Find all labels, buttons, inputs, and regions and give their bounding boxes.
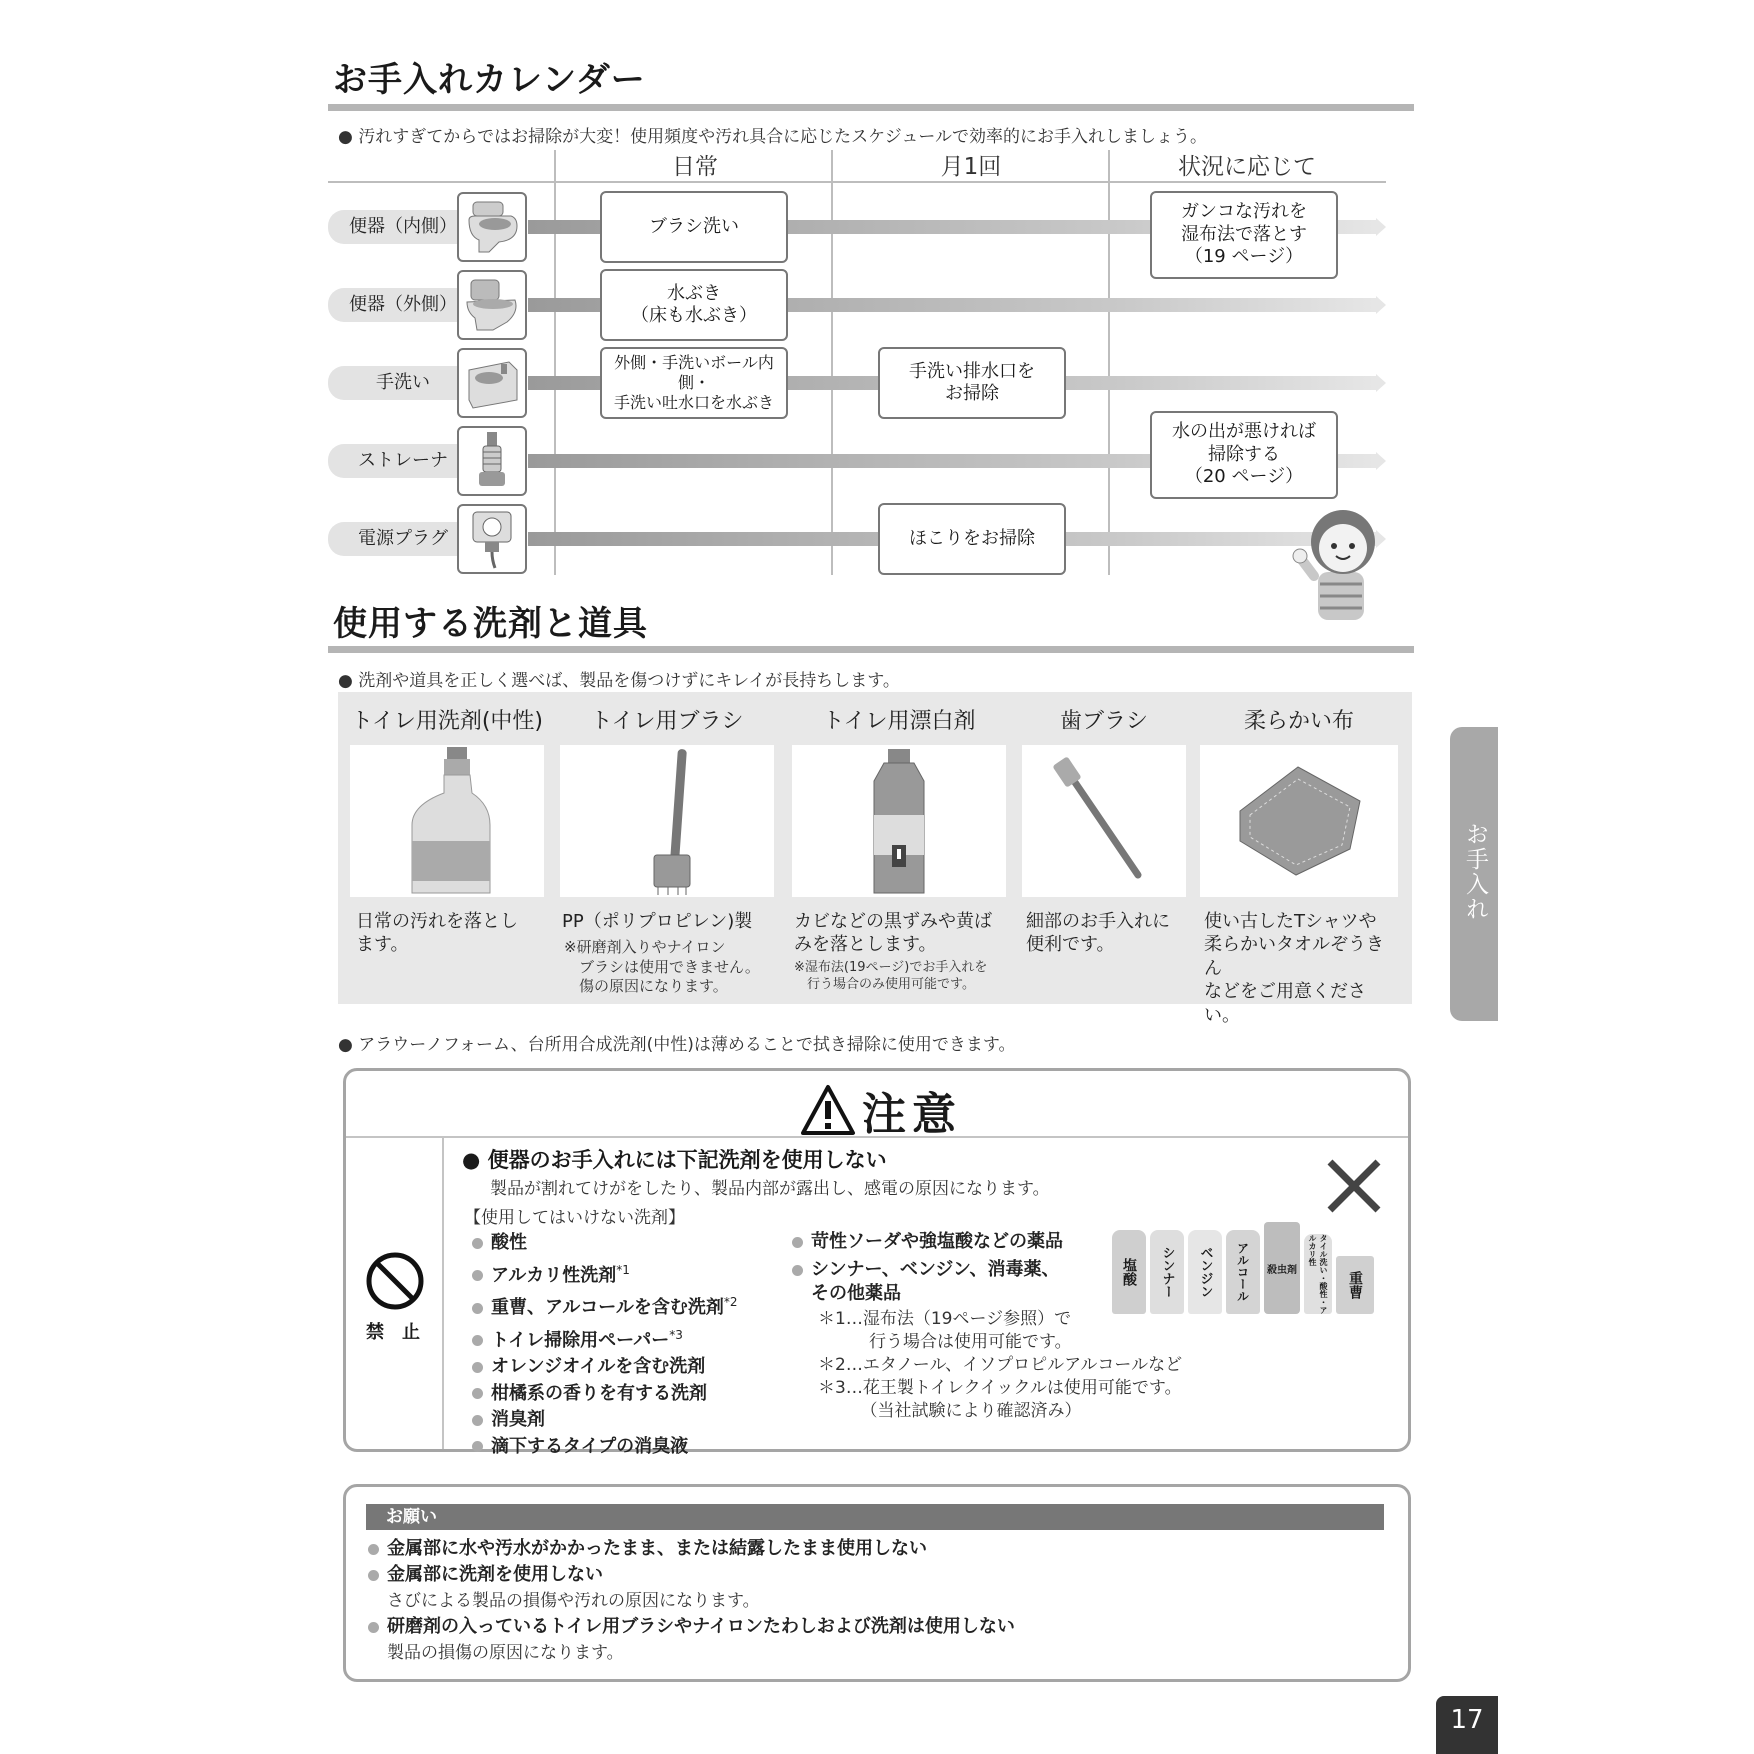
calendar-intro-text: 汚れすぎてからではお掃除が大変！使用頻度や汚れ具合に応じたスケジュールで効率的にお手入れしましょう。 bbox=[358, 127, 1208, 147]
row-label: 手洗い bbox=[328, 366, 478, 400]
calendar-intro: ● 汚れすぎてからではお掃除が大変！使用頻度や汚れ具合に応じたスケジュールで効率的にお手入れしましょう。 bbox=[338, 127, 1208, 147]
prohibited-products bbox=[1112, 1222, 1374, 1314]
caution-right-list bbox=[792, 1230, 1063, 1306]
list-item: アルカリ性洗剤$^{*1}$ bbox=[472, 1257, 738, 1290]
row-label: 電源プラグ bbox=[328, 522, 478, 556]
row-label: 便器（内側） bbox=[328, 210, 478, 244]
hand-wash-icon bbox=[457, 348, 527, 418]
list-item: 重曹、アルコールを含む洗剤$^{*2}$ bbox=[472, 1289, 738, 1322]
bottle-benzine: ベンジン bbox=[1188, 1230, 1222, 1314]
page-number: 17 bbox=[1436, 1696, 1498, 1754]
caution-heading: ● 便器のお手入れには下記洗剤を使用しない bbox=[462, 1148, 887, 1172]
calendar-title: お手入れカレンダー bbox=[333, 60, 646, 100]
side-tab bbox=[1450, 727, 1498, 1021]
caution-heading-text: 便器のお手入れには下記洗剤を使用しない bbox=[487, 1148, 887, 1172]
request-sub: さびによる製品の損傷や汚れの原因になります。 bbox=[387, 1591, 760, 1611]
side-tab-label: お手入れ bbox=[1462, 822, 1488, 922]
tools-title: 使用する洗剤と道具 bbox=[333, 604, 648, 644]
tools-intro: ● 洗剤や道具を正しく選べば、製品を傷つけずにキレイが長持ちします。 bbox=[338, 671, 900, 691]
grid-line-2 bbox=[831, 150, 833, 575]
list-item: 滴下するタイプの消臭液 bbox=[472, 1434, 738, 1461]
toilet-brush-icon bbox=[560, 745, 774, 897]
toilet-exterior-icon bbox=[457, 270, 527, 340]
caution-reason: 製品が割れてけがをしたり、製品内部が露出し、感電の原因になります。 bbox=[490, 1179, 1050, 1199]
cloth-icon bbox=[1200, 745, 1398, 897]
list-item: トイレ掃除用ペーパー$^{*3}$ bbox=[472, 1322, 738, 1355]
task-handwash-wipe: 外側・手洗いボール内側・ 手洗い吐水口を水ぶき bbox=[600, 347, 788, 419]
title-rule bbox=[328, 646, 1414, 653]
task-dust-clean: ほこりをお掃除 bbox=[878, 503, 1066, 575]
list-item: 柑橘系の香りを有する洗剤 bbox=[472, 1381, 738, 1408]
caution-header bbox=[800, 1078, 962, 1142]
timeline-arrow bbox=[1376, 374, 1386, 392]
tool-desc: 日常の汚れを落とし ます。 bbox=[356, 911, 518, 956]
tools-intro-text: 洗剤や道具を正しく選べば、製品を傷つけずにキレイが長持ちします。 bbox=[358, 671, 900, 691]
warning-triangle-icon bbox=[800, 1084, 856, 1136]
tool-note: ※湿布法(19ページ)でお手入れを 行う場合のみ使用可能です。 bbox=[794, 960, 988, 992]
tool-name: 歯ブラシ bbox=[1059, 709, 1148, 734]
tools-after-note: ● アラウーノフォーム、台所用合成洗剤(中性)は薄めることで拭き掃除に使用できます。 bbox=[338, 1035, 1016, 1055]
list-item: オレンジオイルを含む洗剤 bbox=[472, 1354, 738, 1381]
task-stubborn-stain: ガンコな汚れを 湿布法で落とす （19 ページ） bbox=[1150, 191, 1338, 279]
request-item: 金属部に洗剤を使用しない bbox=[368, 1562, 1015, 1588]
tools-after-note-text: アラウーノフォーム、台所用合成洗剤(中性)は薄めることで拭き掃除に使用できます。 bbox=[358, 1035, 1016, 1055]
row-label: 便器（外側） bbox=[328, 288, 478, 322]
request-list bbox=[368, 1536, 1015, 1666]
tool-name: トイレ用ブラシ bbox=[590, 709, 744, 734]
request-sub: 製品の損傷の原因になります。 bbox=[387, 1643, 624, 1663]
caution-title: 注意 bbox=[862, 1089, 962, 1140]
prohibited-icon bbox=[364, 1250, 426, 1316]
task-wipe: 水ぶき （床も水ぶき） bbox=[600, 269, 788, 341]
footnote-3: ＊3…花王製トイレクイックルは使用可能です。 （当社試験により確認済み） bbox=[818, 1378, 1182, 1421]
row-label: ストレーナ bbox=[328, 444, 478, 478]
cross-mark-icon bbox=[1324, 1156, 1384, 1220]
tool-name: トイレ用洗剤(中性) bbox=[350, 709, 544, 734]
caution-left-list bbox=[472, 1230, 738, 1460]
bottle-thinner: シンナー bbox=[1150, 1230, 1184, 1314]
bottle-hydrochloric: 塩酸 bbox=[1112, 1230, 1146, 1314]
task-drain-clean: 手洗い排水口を お掃除 bbox=[878, 347, 1066, 419]
prohibited-label: 禁 止 bbox=[366, 1322, 420, 1343]
toothbrush-icon bbox=[1022, 745, 1186, 897]
timeline-arrow bbox=[1376, 296, 1386, 314]
timeline-arrow bbox=[1376, 452, 1386, 470]
header-divider bbox=[328, 181, 1386, 183]
caution-list-title: 【使用してはいけない洗剤】 bbox=[464, 1208, 685, 1228]
list-item: 消臭剤 bbox=[472, 1407, 738, 1434]
request-item: 研磨剤の入っているトイレ用ブラシやナイロンたわしおよび洗剤は使用しない bbox=[368, 1614, 1015, 1640]
tool-name: トイレ用漂白剤 bbox=[822, 709, 976, 734]
spray-insecticide: 殺虫剤 bbox=[1264, 1222, 1300, 1314]
tool-desc: カビなどの黒ずみや黄ば みを落とします。 bbox=[794, 911, 992, 956]
toilet-bowl-icon bbox=[457, 192, 527, 262]
power-plug-icon bbox=[457, 504, 527, 574]
cleaner-bottle-icon bbox=[350, 745, 544, 897]
bottle-alcohol: アルコール bbox=[1226, 1230, 1260, 1314]
footnote-1: ＊1…湿布法（19ページ参照）で 行う場合は使用可能です。 bbox=[818, 1309, 1072, 1352]
request-header: お願い bbox=[366, 1504, 1384, 1530]
col-asneeded: 状況に応じて bbox=[1178, 154, 1316, 180]
title-rule bbox=[328, 104, 1414, 111]
tool-note: ※研磨剤入りやナイロン ブラシは使用できません。 傷の原因になります。 bbox=[564, 938, 760, 995]
footnote-2: ＊2…エタノール、イソプロピルアルコールなど bbox=[818, 1355, 1183, 1375]
box-baking-soda: 重曹 bbox=[1336, 1256, 1374, 1314]
tool-desc: 使い古したTシャツや 柔らかいタオルぞうきん などをご用意ください。 bbox=[1204, 911, 1384, 1026]
mascot-illustration bbox=[1288, 500, 1388, 624]
tool-desc: PP（ポリプロピレン)製 bbox=[562, 911, 753, 932]
request-item: 金属部に水や汚水がかかったまま、または結露したまま使用しない bbox=[368, 1536, 1015, 1562]
caution-side-divider bbox=[442, 1138, 444, 1449]
bottle-tile-cleaner: タイル洗い・酸性・アルカリ性 bbox=[1304, 1234, 1332, 1314]
grid-line-1 bbox=[554, 150, 556, 575]
task-brush-wash: ブラシ洗い bbox=[600, 191, 788, 263]
list-item: シンナー、ベンジン、消毒薬、 その他薬品 bbox=[792, 1258, 1063, 1306]
timeline-arrow bbox=[1376, 218, 1386, 236]
list-item: 酸性 bbox=[472, 1230, 738, 1257]
strainer-icon bbox=[457, 426, 527, 496]
task-strainer-clean: 水の出が悪ければ 掃除する （20 ページ） bbox=[1150, 411, 1338, 499]
col-monthly: 月1回 bbox=[940, 154, 1002, 180]
col-daily: 日常 bbox=[672, 154, 718, 180]
tool-desc: 細部のお手入れに 便利です。 bbox=[1026, 911, 1170, 956]
caution-footnotes bbox=[818, 1308, 1182, 1423]
list-item: 苛性ソーダや強塩酸などの薬品 bbox=[792, 1230, 1063, 1254]
tool-name: 柔らかい布 bbox=[1243, 709, 1354, 734]
bleach-bottle-icon bbox=[792, 745, 1006, 897]
grid-line-3 bbox=[1108, 150, 1110, 575]
